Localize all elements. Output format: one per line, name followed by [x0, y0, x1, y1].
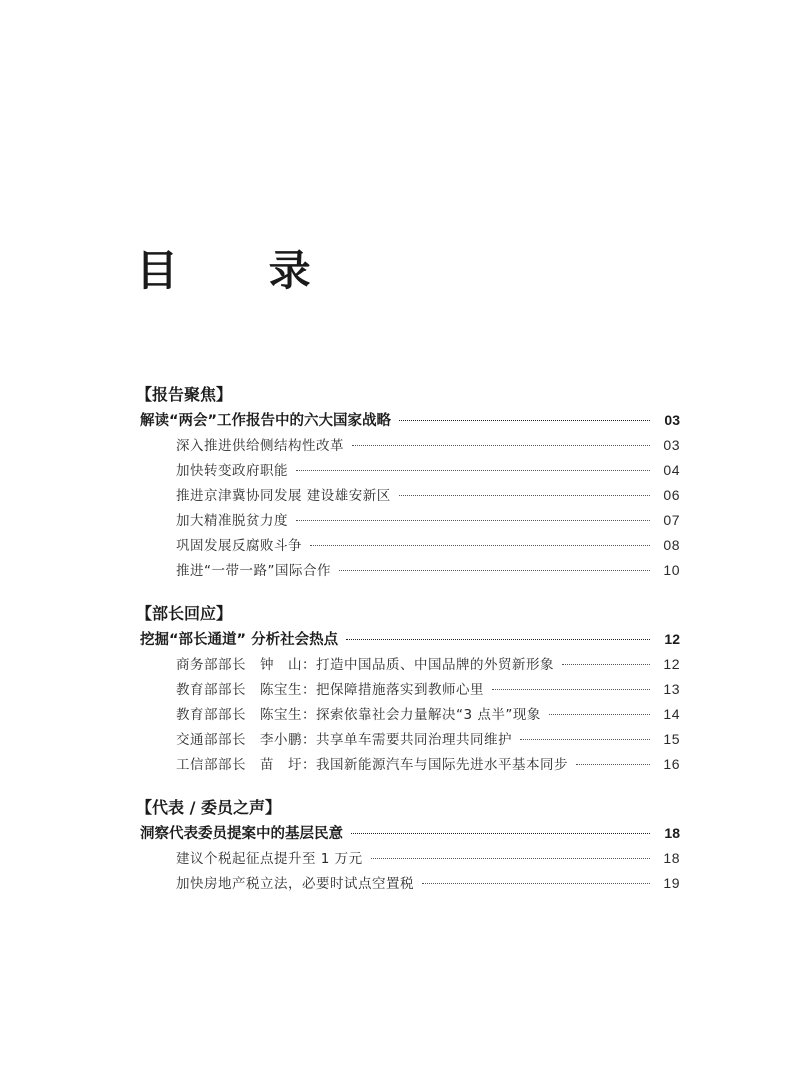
- dot-leader: [399, 495, 650, 496]
- toc-entry[interactable]: [136, 871, 680, 896]
- entry-label: 推进京津冀协同发展 建设雄安新区: [176, 488, 391, 504]
- page-number: 12: [664, 631, 680, 647]
- page-number: 15: [663, 731, 680, 747]
- page-number: 06: [663, 487, 680, 503]
- page-number: 14: [663, 706, 680, 722]
- toc-entry[interactable]: [136, 533, 680, 558]
- entry-label: 解读“两会”工作报告中的六大国家战略: [140, 413, 392, 429]
- entry-label: 深入推进供给侧结构性改革: [176, 438, 344, 454]
- dot-leader: [520, 739, 650, 740]
- entry-label: 挖掘“部长通道” 分析社会热点: [140, 632, 339, 648]
- dot-leader: [296, 520, 650, 521]
- page-title: 目 录: [136, 246, 349, 295]
- section-heading: 【代表 / 委员之声】: [136, 798, 281, 817]
- entry-label: 洞察代表委员提案中的基层民意: [140, 826, 343, 842]
- entry-label: 交通部部长 李小鹏：共享单车需要共同治理共同维护: [176, 732, 512, 748]
- entry-label: 加大精准脱贫力度: [176, 513, 288, 529]
- entry-label: 商务部部长 钟 山：打造中国品质、中国品牌的外贸新形象: [176, 657, 554, 673]
- toc-entry[interactable]: [136, 727, 680, 752]
- table-of-contents: [136, 382, 680, 914]
- page-number: 03: [664, 412, 680, 428]
- page-number: 19: [663, 875, 680, 891]
- page-number: 18: [664, 825, 680, 841]
- dot-leader: [492, 689, 650, 690]
- page-number: 07: [663, 512, 680, 528]
- dot-leader: [351, 833, 650, 834]
- page-number: 03: [663, 437, 680, 453]
- toc-entry[interactable]: [136, 702, 680, 727]
- dot-leader: [562, 664, 650, 665]
- dot-leader: [422, 883, 650, 884]
- toc-entry[interactable]: [136, 677, 680, 702]
- toc-entry[interactable]: [136, 483, 680, 508]
- entry-label: 加快房地产税立法，必要时试点空置税: [176, 876, 414, 892]
- dot-leader: [549, 714, 650, 715]
- entry-label: 工信部部长 苗 圩：我国新能源汽车与国际先进水平基本同步: [176, 757, 568, 773]
- section-heading: 【部长回应】: [136, 604, 233, 623]
- page-number: 08: [663, 537, 680, 553]
- toc-main-entry[interactable]: [136, 821, 680, 846]
- toc-entry[interactable]: [136, 846, 680, 871]
- entry-label: 建议个税起征点提升至 1 万元: [176, 851, 363, 867]
- toc-main-entry[interactable]: [136, 627, 680, 652]
- page-number: 10: [663, 562, 680, 578]
- page-number: 12: [663, 656, 680, 672]
- toc-section-minister-response: [136, 601, 680, 777]
- dot-leader: [346, 639, 650, 640]
- page-number: 16: [663, 756, 680, 772]
- dot-leader: [576, 764, 650, 765]
- entry-label: 巩固发展反腐败斗争: [176, 538, 302, 554]
- dot-leader: [371, 858, 650, 859]
- dot-leader: [310, 545, 650, 546]
- page-number: 18: [663, 850, 680, 866]
- entry-label: 教育部部长 陈宝生：把保障措施落实到教师心里: [176, 682, 484, 698]
- page-number: 13: [663, 681, 680, 697]
- toc-entry[interactable]: [136, 508, 680, 533]
- toc-entry[interactable]: [136, 752, 680, 777]
- toc-main-entry[interactable]: [136, 408, 680, 433]
- toc-entry[interactable]: [136, 433, 680, 458]
- page-number: 04: [663, 462, 680, 478]
- dot-leader: [352, 445, 650, 446]
- toc-entry[interactable]: [136, 652, 680, 677]
- entry-label: 加快转变政府职能: [176, 463, 288, 479]
- toc-section-report-focus: [136, 382, 680, 583]
- dot-leader: [399, 420, 650, 421]
- dot-leader: [339, 570, 650, 571]
- section-heading: 【报告聚焦】: [136, 385, 233, 404]
- toc-section-representatives-voice: [136, 795, 680, 896]
- dot-leader: [296, 470, 650, 471]
- toc-entry[interactable]: [136, 558, 680, 583]
- toc-entry[interactable]: [136, 458, 680, 483]
- entry-label: 推进“一带一路”国际合作: [176, 563, 331, 579]
- entry-label: 教育部部长 陈宝生：探索依靠社会力量解决“3 点半”现象: [176, 707, 541, 723]
